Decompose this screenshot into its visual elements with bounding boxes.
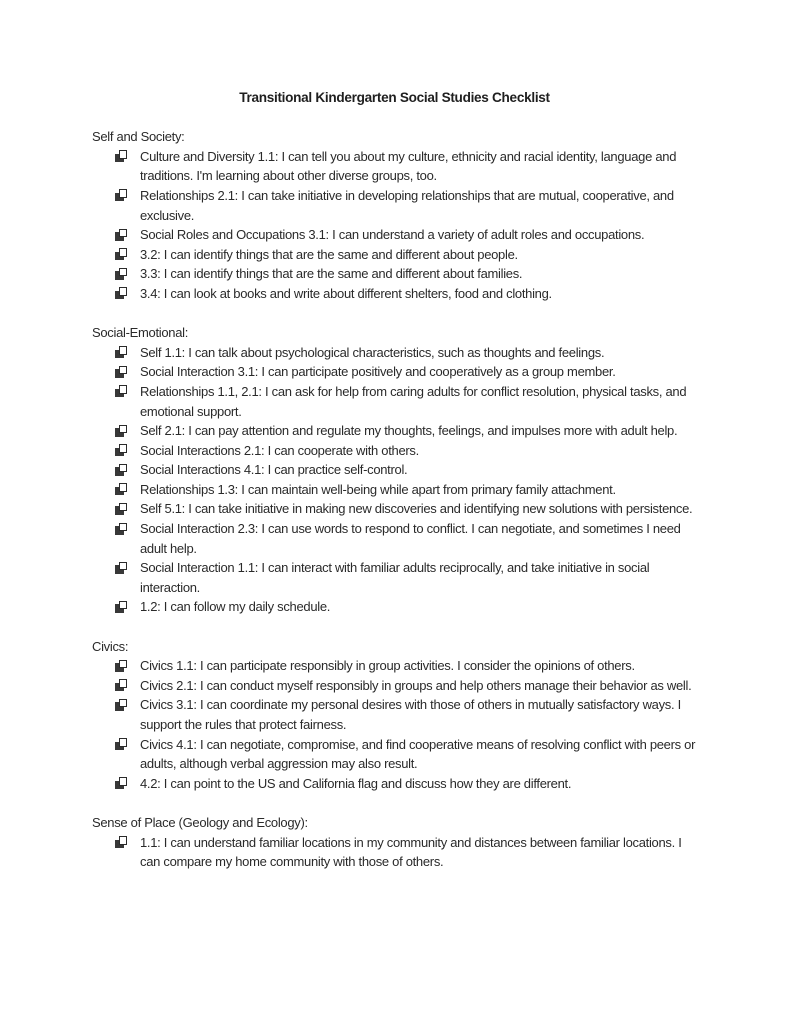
checkbox-icon [115, 287, 127, 299]
checklist-item [92, 558, 697, 597]
checklist-item-text: Relationships 2.1: I can take initiative in developing relationships that are mutual, cooperative, and exclusive. [140, 187, 674, 223]
checklist-item [92, 519, 697, 558]
checklist-item [92, 245, 697, 265]
checklist-item-text: Social Interactions 4.1: I can practice self-control. [140, 462, 408, 478]
checklist-item-text: 4.2: I can point to the US and California flag and discuss how they are different. [140, 775, 572, 791]
blank-line [92, 793, 697, 813]
checklist-item [92, 676, 697, 696]
checklist-item-text: Self 2.1: I can pay attention and regulate my thoughts, feelings, and impulses more with adult help. [140, 423, 678, 439]
section-heading: Self and Society: [92, 129, 185, 145]
checklist-item [92, 735, 697, 774]
checkbox-icon [115, 385, 127, 397]
section-heading: Sense of Place (Geology and Ecology): [92, 814, 308, 830]
checklist-item [92, 362, 697, 382]
document-title: Transitional Kindergarten Social Studies Checklist [239, 90, 550, 105]
checkbox-icon [115, 738, 127, 750]
checklist-item [92, 421, 697, 441]
checklist-item [92, 343, 697, 363]
section-heading: Civics: [92, 638, 129, 654]
checklist-item [92, 225, 697, 245]
checkbox-icon [115, 346, 127, 358]
sections-container [92, 108, 697, 872]
checklist-item [92, 147, 697, 186]
checklist-item-text: Relationships 1.1, 2.1: I can ask for help from caring adults for conflict resolution, physical tasks, and emotional support. [140, 383, 687, 419]
checkbox-icon [115, 189, 127, 201]
checklist-item-text: Social Interactions 2.1: I can cooperate with others. [140, 442, 419, 458]
checklist-item-text: Social Roles and Occupations 3.1: I can understand a variety of adult roles and occupations. [140, 227, 645, 243]
checkbox-icon [115, 679, 127, 691]
checklist-item-text: Social Interaction 3.1: I can participate positively and cooperatively as a group member. [140, 364, 616, 380]
checklist-item-text: Civics 1.1: I can participate responsibly in group activities. I consider the opinions of others. [140, 658, 635, 674]
checklist-item-text: Self 5.1: I can take initiative in making new discoveries and identifying new solutions with persistence. [140, 501, 693, 517]
checkbox-icon [115, 444, 127, 456]
checkbox-icon [115, 503, 127, 515]
checklist-item-text: Culture and Diversity 1.1: I can tell you about my culture, ethnicity and racial identity, language and traditions. I'm learning about other diverse groups, too. [140, 148, 677, 184]
checkbox-icon [115, 777, 127, 789]
section-heading: Social-Emotional: [92, 325, 189, 341]
checkbox-icon [115, 601, 127, 613]
checklist-item-text: 1.1: I can understand familiar locations in my community and distances between familiar locations. I can compare my home community with those of others. [140, 834, 682, 870]
checkbox-icon [115, 268, 127, 280]
checklist-item-text: Social Interaction 1.1: I can interact with familiar adults reciprocally, and take initiative in social interaction. [140, 560, 650, 595]
checklist-item [92, 480, 697, 500]
checklist-item-text: Civics 3.1: I can coordinate my personal desires with those of others in mutually satisfactory ways. I support the rules that protect fairness. [140, 697, 681, 732]
checklist-item-text: Social Interaction 2.3: I can use words to respond to conflict. I can negotiate, and sometimes I need adult help. [140, 521, 681, 556]
blank-line [92, 304, 697, 324]
checkbox-icon [115, 562, 127, 574]
checkbox-icon [115, 523, 127, 535]
checkbox-icon [115, 150, 127, 162]
checkbox-icon [115, 483, 127, 495]
checklist-item [92, 264, 697, 284]
blank-line [92, 617, 697, 637]
checkbox-icon [115, 366, 127, 378]
checkbox-icon [115, 660, 127, 672]
checklist-item [92, 186, 697, 225]
checkbox-icon [115, 248, 127, 260]
checkbox-icon [115, 836, 127, 848]
checklist-item-text: 3.4: I can look at books and write about different shelters, food and clothing. [140, 285, 552, 301]
checklist-item-text: Self 1.1: I can talk about psychological characteristics, such as thoughts and feelings. [140, 344, 605, 360]
checklist-item [92, 695, 697, 734]
checklist-item-text: Civics 2.1: I can conduct myself responsibly in groups and help others manage their behavior as well. [140, 677, 692, 693]
checklist-item-text: 3.2: I can identify things that are the same and different about people. [140, 246, 518, 262]
checklist-item [92, 284, 697, 304]
checklist-item [92, 833, 697, 872]
checklist-item [92, 441, 697, 461]
checklist-item-text: Civics 4.1: I can negotiate, compromise, and find cooperative means of resolving conflict with peers or adults, although verbal aggression may also result. [140, 736, 696, 772]
checklist-item [92, 597, 697, 617]
checklist-item-text: 3.3: I can identify things that are the same and different about families. [140, 266, 523, 282]
checklist-item [92, 460, 697, 480]
checkbox-icon [115, 229, 127, 241]
checklist-item-text: Relationships 1.3: I can maintain well-being while apart from primary family attachment. [140, 481, 616, 497]
blank-line [92, 108, 697, 128]
checkbox-icon [115, 464, 127, 476]
checklist-item [92, 499, 697, 519]
checklist-item-text: 1.2: I can follow my daily schedule. [140, 599, 331, 615]
checklist-item [92, 382, 697, 421]
checklist-item [92, 656, 697, 676]
checkbox-icon [115, 699, 127, 711]
checklist-item [92, 774, 697, 794]
checkbox-icon [115, 425, 127, 437]
